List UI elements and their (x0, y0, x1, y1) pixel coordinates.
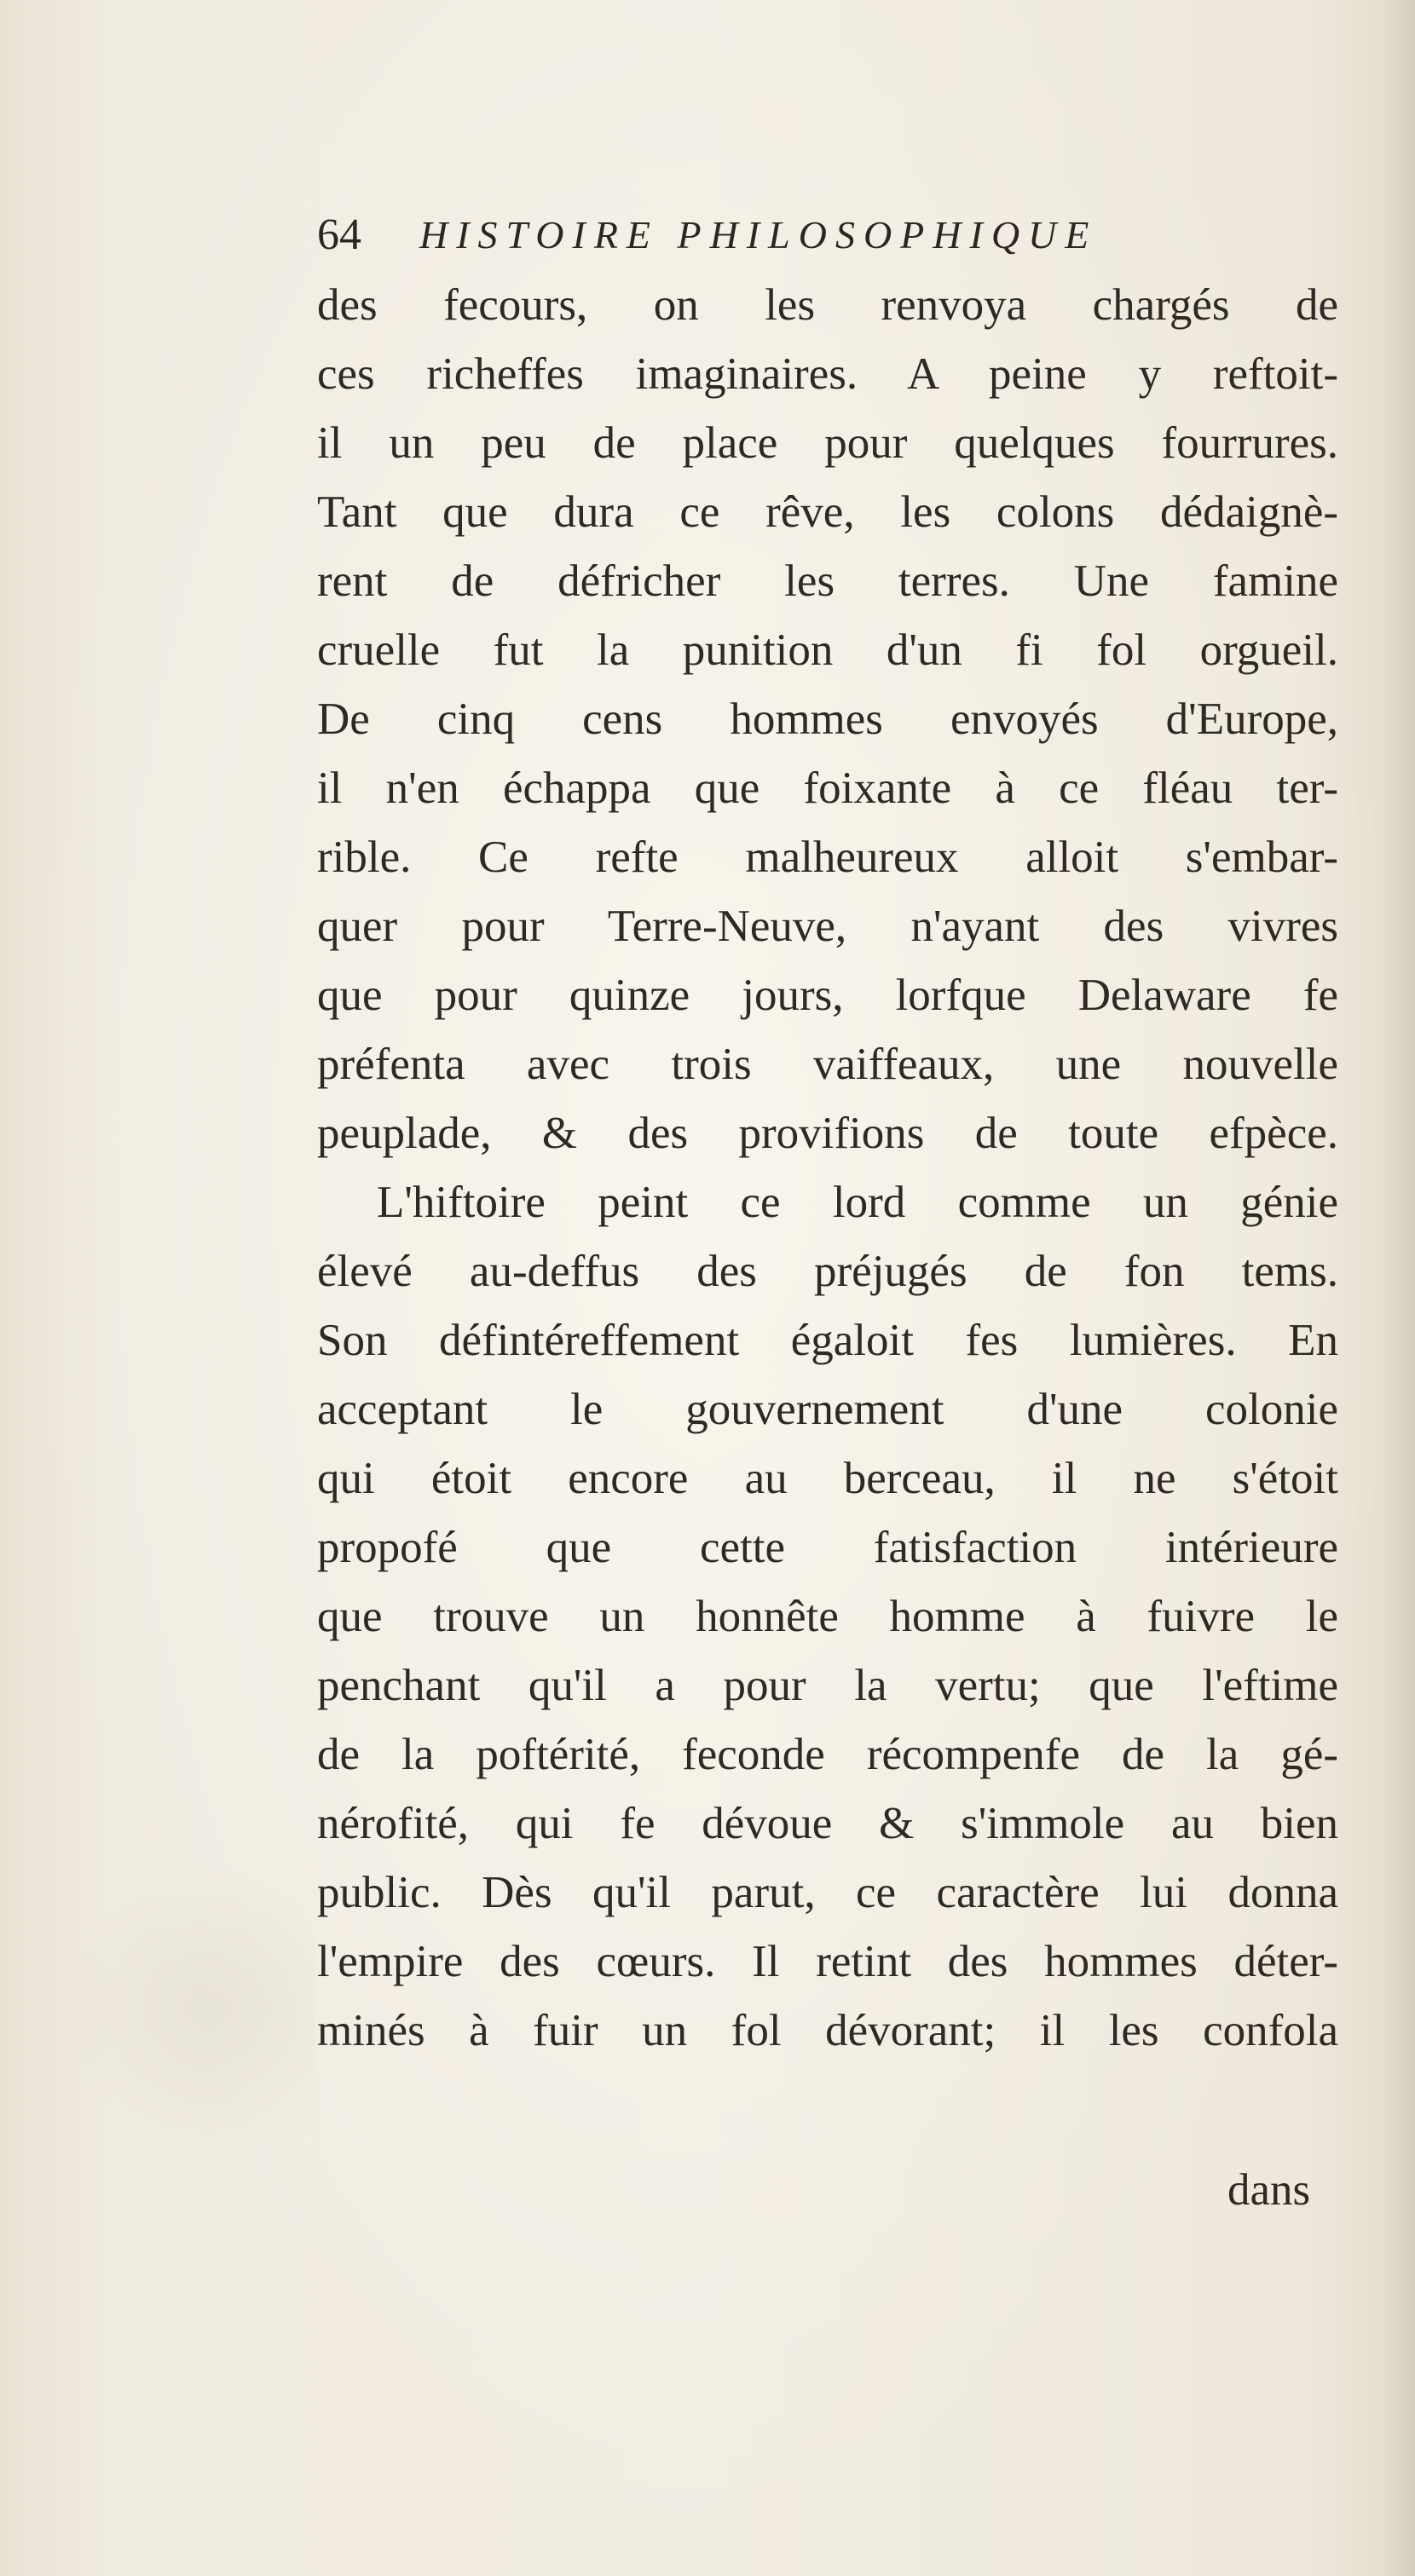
paper-stain (60, 1866, 315, 2147)
text-line: nérofité, qui fe dévoue & s'immole au bien (317, 1799, 1338, 1848)
text-line: l'empire des cœurs. Il retint des hommes déter- (317, 1937, 1338, 1986)
text-line: rent de défricher les terres. Une famine (317, 556, 1338, 606)
text-line: des fecours, on les renvoya chargés de (317, 280, 1338, 330)
text-line: qui étoit encore au berceau, il ne s'étoit (317, 1454, 1338, 1503)
text-line: Son défintéreffement égaloit fes lumières. En (317, 1316, 1338, 1365)
text-line: Tant que dura ce rêve, les colons dédaignè- (317, 487, 1338, 537)
text-line: il n'en échappa que foixante à ce fléau ter- (317, 764, 1338, 813)
text-line: rible. Ce refte malheureux alloit s'embar- (317, 833, 1338, 882)
text-line: minés à fuir un fol dévorant; il les confola (317, 2006, 1338, 2055)
page-edge-shadow (1381, 0, 1415, 2576)
text-line: de la poftérité, feconde récompenfe de la gé- (317, 1730, 1338, 1779)
text-line: que trouve un honnête homme à fuivre le (317, 1592, 1338, 1641)
text-line: que pour quinze jours, lorfque Delaware fe (317, 971, 1338, 1020)
text-line: public. Dès qu'il parut, ce caractère lui donna (317, 1868, 1338, 1917)
text-line: penchant qu'il a pour la vertu; que l'eftime (317, 1661, 1338, 1710)
running-title: HISTOIRE PHILOSOPHIQUE (419, 213, 1098, 256)
text-line: acceptant le gouvernement d'une colonie (317, 1385, 1338, 1434)
text-line: De cinq cens hommes envoyés d'Europe, (317, 694, 1338, 744)
text-line: quer pour Terre-Neuve, n'ayant des vivres (317, 902, 1338, 951)
catchword: dans (1227, 2165, 1311, 2215)
text-line: cruelle fut la punition d'un fi fol orgueil. (317, 625, 1338, 675)
text-line: élevé au-deffus des préjugés de fon tems. (317, 1247, 1338, 1296)
text-line: préfenta avec trois vaiffeaux, une nouvelle (317, 1040, 1338, 1089)
text-line: ces richeffes imaginaires. A peine y reftoit- (317, 349, 1338, 399)
page-header (317, 203, 1263, 262)
page-number: 64 (317, 210, 361, 259)
text-line: peuplade, & des provifions de toute efpèce. (317, 1109, 1338, 1158)
text-line: propofé que cette fatisfaction intérieure (317, 1523, 1338, 1572)
body-text (317, 271, 1338, 2066)
text-line: il un peu de place pour quelques fourrures. (317, 418, 1338, 468)
paragraph-start-line: L'hiftoire peint ce lord comme un génie (377, 1178, 1338, 1227)
